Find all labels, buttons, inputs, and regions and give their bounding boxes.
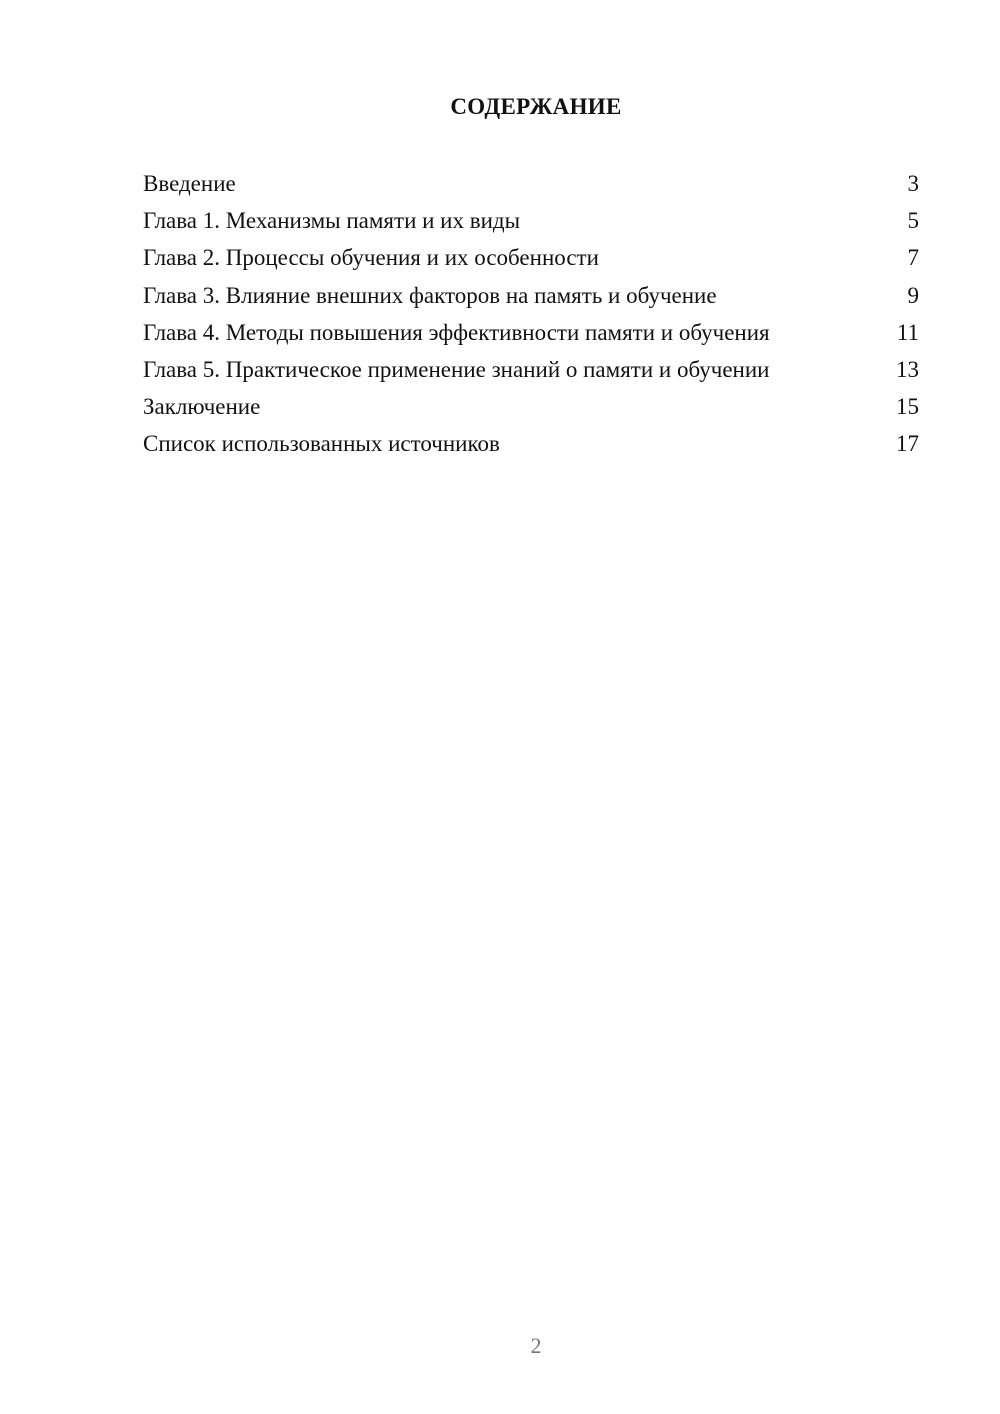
toc-entry-chapter-4 [143, 318, 919, 355]
toc-entry-label: Заключение [143, 394, 261, 420]
toc-entry-chapter-2 [143, 243, 919, 280]
toc-entry-chapter-5 [143, 355, 919, 392]
toc-entry-page: 17 [896, 431, 919, 457]
toc-entry-page: 13 [896, 356, 919, 382]
toc-entry-page: 5 [907, 208, 919, 234]
toc-entry-label: Глава 3. Влияние внешних факторов на память и обучение [143, 282, 717, 308]
toc-entry-page: 7 [907, 245, 919, 271]
toc-entry-references [143, 429, 919, 466]
page-number: 2 [530, 1333, 542, 1358]
toc-entry-page: 11 [896, 319, 919, 345]
toc-entry-conclusion [143, 392, 919, 429]
page-title: СОДЕРЖАНИЕ [450, 94, 622, 119]
toc-entry-label: Введение [143, 171, 236, 196]
toc-entry-page: 15 [896, 394, 919, 420]
toc-entry-introduction [143, 169, 919, 206]
toc-entry-label: Глава 5. Практическое применение знаний о памяти и обучении [143, 356, 770, 382]
toc-entry-chapter-1 [143, 206, 919, 243]
toc-entry-label: Список использованных источников [143, 431, 500, 457]
toc-entry-page: 3 [907, 171, 919, 196]
toc-entry-chapter-3 [143, 281, 919, 318]
toc-entry-label: Глава 1. Механизмы памяти и их виды [143, 208, 521, 234]
toc-entry-page: 9 [907, 282, 919, 308]
table-of-contents [143, 169, 919, 467]
toc-entry-label: Глава 4. Методы повышения эффективности памяти и обучения [143, 319, 770, 345]
toc-entry-label: Глава 2. Процессы обучения и их особенности [143, 245, 599, 271]
